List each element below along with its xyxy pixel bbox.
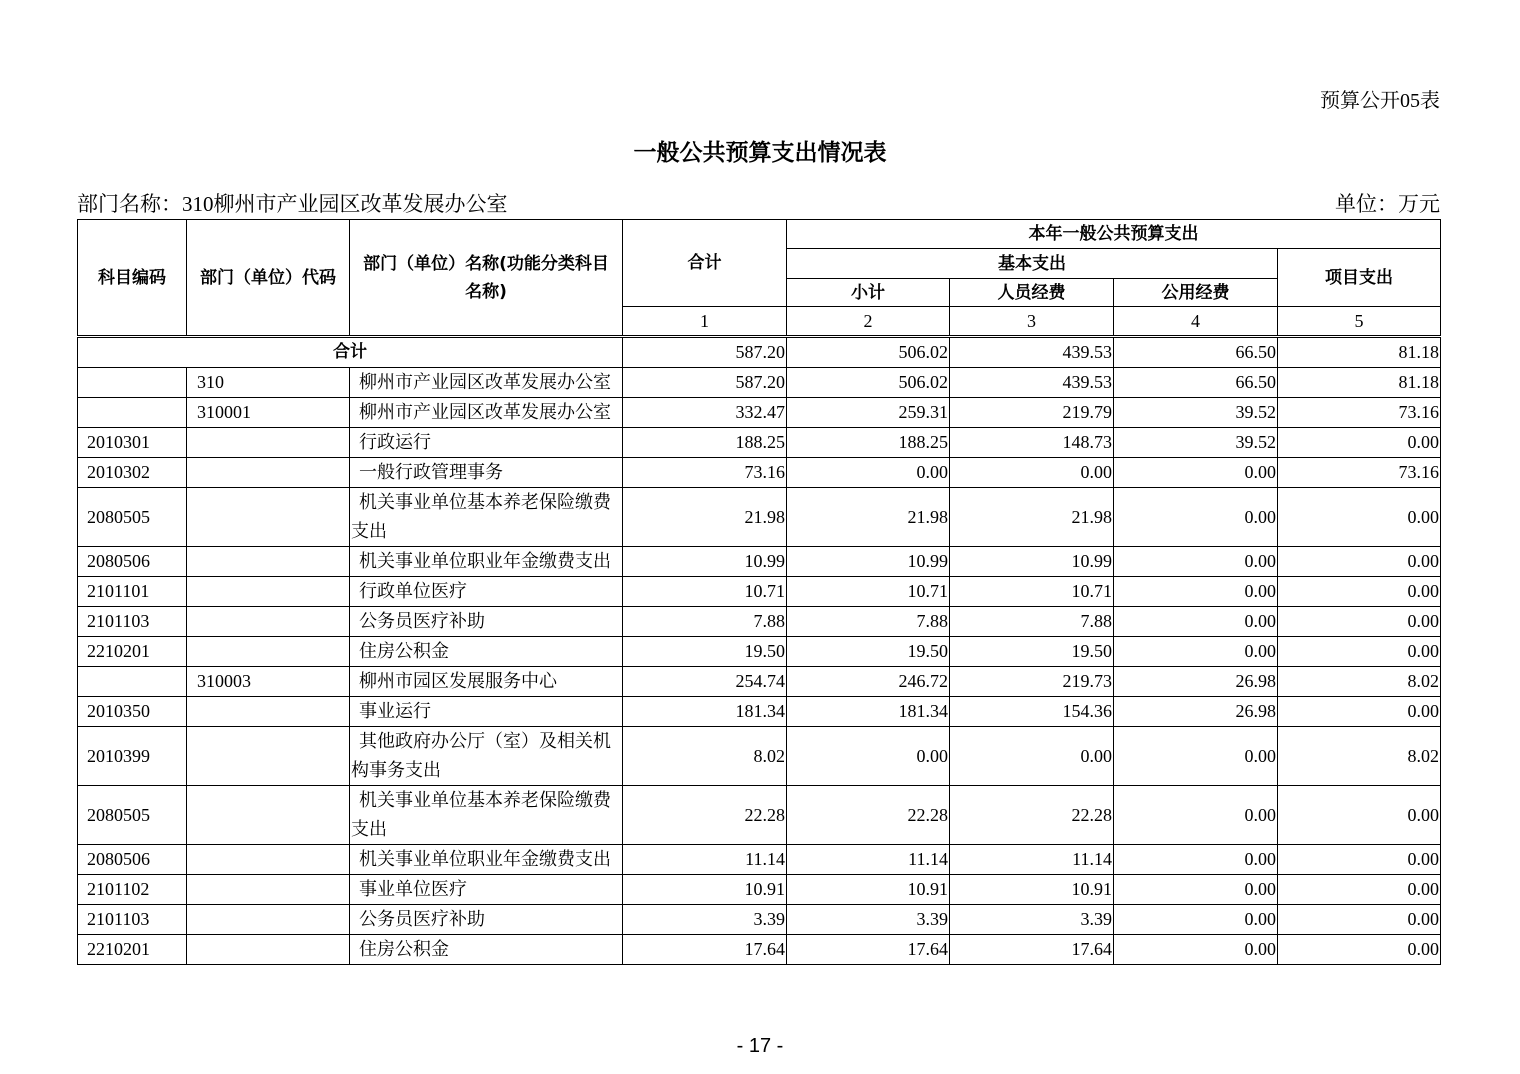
public-cell: 0.00 bbox=[1114, 905, 1278, 935]
header-col-number: 4 bbox=[1114, 307, 1278, 337]
table-row bbox=[78, 428, 1441, 458]
subtotal-cell: 506.02 bbox=[787, 368, 950, 398]
dept-code-cell bbox=[187, 428, 350, 458]
table-row bbox=[78, 577, 1441, 607]
total-row bbox=[78, 337, 1441, 368]
dept-code-cell bbox=[187, 935, 350, 965]
total-cell: 17.64 bbox=[623, 935, 787, 965]
total-cell: 21.98 bbox=[623, 488, 787, 547]
subject-code-cell: 2010350 bbox=[78, 697, 187, 727]
subject-code-cell: 2010302 bbox=[78, 458, 187, 488]
header-col-number: 5 bbox=[1278, 307, 1441, 337]
meta-line bbox=[77, 191, 1440, 217]
header-col-number: 2 bbox=[787, 307, 950, 337]
total-value: 439.53 bbox=[950, 337, 1114, 368]
total-cell: 19.50 bbox=[623, 637, 787, 667]
total-cell: 73.16 bbox=[623, 458, 787, 488]
table-header bbox=[78, 220, 1441, 337]
department-label: 部门名称：310柳州市产业园区改革发展办公室 bbox=[77, 192, 508, 216]
table-row bbox=[78, 368, 1441, 398]
name-cell: 一般行政管理事务 bbox=[350, 458, 623, 488]
total-value: 506.02 bbox=[787, 337, 950, 368]
project-cell: 0.00 bbox=[1278, 577, 1441, 607]
subject-code-cell: 2101101 bbox=[78, 577, 187, 607]
header-col-number: 3 bbox=[950, 307, 1114, 337]
subject-code-cell: 2101103 bbox=[78, 905, 187, 935]
header-basic: 基本支出 bbox=[787, 249, 1278, 279]
name-cell: 住房公积金 bbox=[350, 935, 623, 965]
total-cell: 10.91 bbox=[623, 875, 787, 905]
table-row bbox=[78, 727, 1441, 786]
dept-code-cell: 310 bbox=[187, 368, 350, 398]
subtotal-cell: 19.50 bbox=[787, 637, 950, 667]
subtotal-cell: 10.99 bbox=[787, 547, 950, 577]
header-subtotal: 小计 bbox=[787, 279, 950, 307]
personnel-cell: 17.64 bbox=[950, 935, 1114, 965]
table-row bbox=[78, 398, 1441, 428]
public-cell: 0.00 bbox=[1114, 875, 1278, 905]
name-cell: 柳州市产业园区改革发展办公室 bbox=[350, 368, 623, 398]
dept-code-cell: 310003 bbox=[187, 667, 350, 697]
personnel-cell: 3.39 bbox=[950, 905, 1114, 935]
public-cell: 0.00 bbox=[1114, 637, 1278, 667]
subtotal-cell: 259.31 bbox=[787, 398, 950, 428]
total-cell: 11.14 bbox=[623, 845, 787, 875]
personnel-cell: 0.00 bbox=[950, 458, 1114, 488]
header-dept-code: 部门（单位）代码 bbox=[187, 220, 350, 337]
subject-code-cell: 2010301 bbox=[78, 428, 187, 458]
public-cell: 0.00 bbox=[1114, 727, 1278, 786]
project-cell: 0.00 bbox=[1278, 428, 1441, 458]
total-cell: 10.71 bbox=[623, 577, 787, 607]
personnel-cell: 11.14 bbox=[950, 845, 1114, 875]
subject-code-cell: 2080505 bbox=[78, 488, 187, 547]
total-cell: 587.20 bbox=[623, 368, 787, 398]
subtotal-cell: 7.88 bbox=[787, 607, 950, 637]
personnel-cell: 21.98 bbox=[950, 488, 1114, 547]
project-cell: 81.18 bbox=[1278, 368, 1441, 398]
name-cell: 事业单位医疗 bbox=[350, 875, 623, 905]
personnel-cell: 439.53 bbox=[950, 368, 1114, 398]
dept-code-cell bbox=[187, 547, 350, 577]
name-cell: 机关事业单位职业年金缴费支出 bbox=[350, 547, 623, 577]
total-cell: 254.74 bbox=[623, 667, 787, 697]
dept-code-cell bbox=[187, 905, 350, 935]
project-cell: 73.16 bbox=[1278, 458, 1441, 488]
dept-code-cell bbox=[187, 488, 350, 547]
project-cell: 0.00 bbox=[1278, 488, 1441, 547]
total-cell: 188.25 bbox=[623, 428, 787, 458]
header-current-year: 本年一般公共预算支出 bbox=[787, 220, 1441, 249]
public-cell: 26.98 bbox=[1114, 667, 1278, 697]
page-title: 一般公共预算支出情况表 bbox=[633, 140, 887, 166]
subtotal-cell: 22.28 bbox=[787, 786, 950, 845]
dept-code-cell bbox=[187, 577, 350, 607]
public-cell: 0.00 bbox=[1114, 547, 1278, 577]
page-number: - 17 - bbox=[736, 1035, 784, 1057]
dept-code-cell bbox=[187, 727, 350, 786]
table-row bbox=[78, 875, 1441, 905]
subtotal-cell: 188.25 bbox=[787, 428, 950, 458]
header-col-number: 1 bbox=[623, 307, 787, 337]
subject-code-cell: 2080505 bbox=[78, 786, 187, 845]
total-cell: 332.47 bbox=[623, 398, 787, 428]
public-cell: 0.00 bbox=[1114, 786, 1278, 845]
personnel-cell: 154.36 bbox=[950, 697, 1114, 727]
personnel-cell: 0.00 bbox=[950, 727, 1114, 786]
personnel-cell: 10.99 bbox=[950, 547, 1114, 577]
subtotal-cell: 181.34 bbox=[787, 697, 950, 727]
table-row bbox=[78, 845, 1441, 875]
public-cell: 0.00 bbox=[1114, 458, 1278, 488]
name-cell: 事业运行 bbox=[350, 697, 623, 727]
budget-table-wrapper bbox=[77, 219, 1441, 965]
total-label: 合计 bbox=[78, 337, 623, 368]
personnel-cell: 219.73 bbox=[950, 667, 1114, 697]
total-cell: 8.02 bbox=[623, 727, 787, 786]
total-cell: 7.88 bbox=[623, 607, 787, 637]
total-cell: 22.28 bbox=[623, 786, 787, 845]
subtotal-cell: 246.72 bbox=[787, 667, 950, 697]
personnel-cell: 7.88 bbox=[950, 607, 1114, 637]
table-row bbox=[78, 547, 1441, 577]
personnel-cell: 10.71 bbox=[950, 577, 1114, 607]
public-cell: 0.00 bbox=[1114, 845, 1278, 875]
header-dept-name: 部门（单位）名称(功能分类科目名称) bbox=[350, 220, 623, 337]
subtotal-cell: 17.64 bbox=[787, 935, 950, 965]
dept-code-cell bbox=[187, 458, 350, 488]
dept-code-cell bbox=[187, 845, 350, 875]
header-subject-code: 科目编码 bbox=[78, 220, 187, 337]
project-cell: 8.02 bbox=[1278, 667, 1441, 697]
total-cell: 181.34 bbox=[623, 697, 787, 727]
personnel-cell: 22.28 bbox=[950, 786, 1114, 845]
personnel-cell: 19.50 bbox=[950, 637, 1114, 667]
table-row bbox=[78, 637, 1441, 667]
name-cell: 机关事业单位职业年金缴费支出 bbox=[350, 845, 623, 875]
header-total: 合计 bbox=[623, 220, 787, 307]
name-cell: 住房公积金 bbox=[350, 637, 623, 667]
dept-code-cell: 310001 bbox=[187, 398, 350, 428]
subtotal-cell: 21.98 bbox=[787, 488, 950, 547]
header-personnel: 人员经费 bbox=[950, 279, 1114, 307]
table-row bbox=[78, 607, 1441, 637]
public-cell: 26.98 bbox=[1114, 697, 1278, 727]
name-cell: 行政单位医疗 bbox=[350, 577, 623, 607]
project-cell: 0.00 bbox=[1278, 905, 1441, 935]
header-row bbox=[78, 220, 1441, 249]
personnel-cell: 219.79 bbox=[950, 398, 1114, 428]
subtotal-cell: 0.00 bbox=[787, 458, 950, 488]
total-value: 66.50 bbox=[1114, 337, 1278, 368]
name-cell: 机关事业单位基本养老保险缴费支出 bbox=[350, 488, 623, 547]
table-row bbox=[78, 667, 1441, 697]
subject-code-cell: 2010399 bbox=[78, 727, 187, 786]
table-row bbox=[78, 935, 1441, 965]
name-cell: 柳州市园区发展服务中心 bbox=[350, 667, 623, 697]
name-cell: 公务员医疗补助 bbox=[350, 905, 623, 935]
public-cell: 66.50 bbox=[1114, 368, 1278, 398]
subject-code-cell bbox=[78, 368, 187, 398]
subject-code-cell: 2080506 bbox=[78, 845, 187, 875]
public-cell: 0.00 bbox=[1114, 577, 1278, 607]
subject-code-cell bbox=[78, 398, 187, 428]
subject-code-cell: 2101102 bbox=[78, 875, 187, 905]
form-code: 预算公开05表 bbox=[1320, 90, 1440, 112]
name-cell: 行政运行 bbox=[350, 428, 623, 458]
project-cell: 0.00 bbox=[1278, 845, 1441, 875]
project-cell: 0.00 bbox=[1278, 607, 1441, 637]
subtotal-cell: 0.00 bbox=[787, 727, 950, 786]
project-cell: 0.00 bbox=[1278, 875, 1441, 905]
table-row bbox=[78, 905, 1441, 935]
public-cell: 0.00 bbox=[1114, 935, 1278, 965]
total-cell: 10.99 bbox=[623, 547, 787, 577]
subtotal-cell: 10.91 bbox=[787, 875, 950, 905]
public-cell: 39.52 bbox=[1114, 428, 1278, 458]
public-cell: 0.00 bbox=[1114, 607, 1278, 637]
dept-code-cell bbox=[187, 697, 350, 727]
unit-label: 单位：万元 bbox=[1335, 192, 1440, 216]
total-cell: 3.39 bbox=[623, 905, 787, 935]
header-project: 项目支出 bbox=[1278, 249, 1441, 307]
project-cell: 0.00 bbox=[1278, 786, 1441, 845]
name-cell: 公务员医疗补助 bbox=[350, 607, 623, 637]
project-cell: 0.00 bbox=[1278, 637, 1441, 667]
public-cell: 0.00 bbox=[1114, 488, 1278, 547]
dept-code-cell bbox=[187, 875, 350, 905]
dept-code-cell bbox=[187, 786, 350, 845]
subtotal-cell: 3.39 bbox=[787, 905, 950, 935]
name-cell: 柳州市产业园区改革发展办公室 bbox=[350, 398, 623, 428]
table-row bbox=[78, 786, 1441, 845]
total-value: 81.18 bbox=[1278, 337, 1441, 368]
table-row bbox=[78, 458, 1441, 488]
name-cell: 其他政府办公厅（室）及相关机构事务支出 bbox=[350, 727, 623, 786]
subject-code-cell: 2210201 bbox=[78, 637, 187, 667]
dept-code-cell bbox=[187, 637, 350, 667]
subject-code-cell: 2101103 bbox=[78, 607, 187, 637]
project-cell: 0.00 bbox=[1278, 547, 1441, 577]
public-cell: 39.52 bbox=[1114, 398, 1278, 428]
table-row bbox=[78, 488, 1441, 547]
personnel-cell: 148.73 bbox=[950, 428, 1114, 458]
header-public: 公用经费 bbox=[1114, 279, 1278, 307]
total-value: 587.20 bbox=[623, 337, 787, 368]
subject-code-cell: 2210201 bbox=[78, 935, 187, 965]
project-cell: 0.00 bbox=[1278, 697, 1441, 727]
table-body bbox=[78, 337, 1441, 965]
table-row bbox=[78, 697, 1441, 727]
project-cell: 0.00 bbox=[1278, 935, 1441, 965]
subtotal-cell: 11.14 bbox=[787, 845, 950, 875]
dept-code-cell bbox=[187, 607, 350, 637]
project-cell: 73.16 bbox=[1278, 398, 1441, 428]
project-cell: 8.02 bbox=[1278, 727, 1441, 786]
name-cell: 机关事业单位基本养老保险缴费支出 bbox=[350, 786, 623, 845]
subject-code-cell bbox=[78, 667, 187, 697]
subtotal-cell: 10.71 bbox=[787, 577, 950, 607]
personnel-cell: 10.91 bbox=[950, 875, 1114, 905]
subject-code-cell: 2080506 bbox=[78, 547, 187, 577]
budget-table bbox=[77, 219, 1441, 965]
